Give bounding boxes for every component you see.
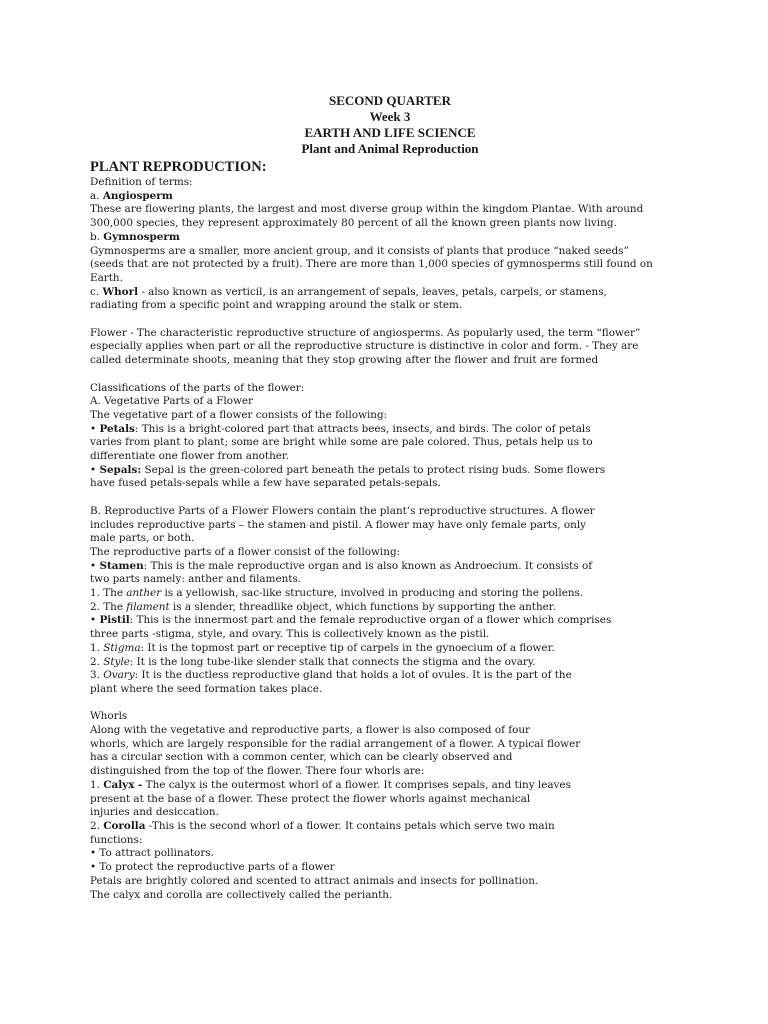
text-line: B. Reproductive Parts of a Flower Flowers contain the plant’s reproductive structures. A flower — [90, 504, 595, 517]
list-item-corolla — [90, 820, 690, 834]
term-calyx: Calyx - — [103, 778, 143, 791]
term-definition: : This is the innermost part and the female reproductive organ of a flower which comprises — [129, 614, 612, 627]
term-pistil: Pistil — [99, 614, 130, 627]
text-line: Earth. — [90, 271, 123, 284]
term-style: Style — [103, 655, 130, 668]
list-item-stigma — [90, 642, 690, 656]
term-definition: is a yellowish, sac-like structure, involved in producing and storing the pollens. — [161, 587, 584, 600]
text-line: The calyx and corolla are collectively called the perianth. — [90, 888, 393, 901]
term-ovary: Ovary — [103, 669, 135, 682]
text-line: These are flowering plants, the largest and most diverse group within the kingdom Plantae. With around — [90, 203, 644, 216]
bullet-marker: • — [90, 559, 100, 572]
term-definition: : This is a bright-colored part that attracts bees, insects, and birds. The color of petals — [134, 422, 591, 435]
term-definition: : It is the long tube-like slender stalk that connects the stigma and the ovary. — [129, 655, 536, 668]
document-header — [90, 93, 690, 157]
bullet-item: • To protect the reproductive parts of a flower — [90, 861, 335, 874]
quarter-heading: SECOND QUARTER — [329, 93, 451, 108]
text-line: varies from plant to plant; some are bright while some are pale colored. Thus, petals help us to — [90, 436, 593, 449]
term-definition: : This is the male reproductive organ and is also known as Androecium. It consists of — [143, 559, 593, 572]
bullet-item: • To attract pollinators. — [90, 847, 214, 860]
term-whorl: Whorl — [102, 285, 139, 298]
list-marker: 2. — [90, 655, 104, 668]
term-sepals: Sepals: — [99, 463, 142, 476]
term-line — [90, 286, 690, 300]
term-angiosperm: Angiosperm — [102, 189, 173, 202]
text-line: Gymnosperms are a smaller, more ancient group, and it consists of plants that produce “naked seeds” — [90, 244, 629, 257]
term-gymnosperm: Gymnosperm — [103, 230, 180, 243]
term-filament: filament — [126, 600, 170, 613]
text-line: radiating from a specific point and wrapping around the stalk or stem. — [90, 299, 463, 312]
text-line: present at the base of a flower. These protect the flower whorls against mechanical — [90, 792, 531, 805]
document-page — [90, 93, 690, 902]
text-line: The vegetative part of a flower consists of the following: — [90, 408, 388, 421]
term-definition: -This is the second whorl of a flower. It contains petals which serve two main — [145, 819, 555, 832]
list-marker: 3. — [90, 669, 104, 682]
text-line: whorls, which are largely responsible for the radial arrangement of a flower. A typical flower — [90, 737, 581, 750]
text-line: differentiate one flower from another. — [90, 450, 290, 463]
list-marker: 2. — [90, 819, 104, 832]
list-marker: b. — [90, 230, 104, 243]
term-heading — [90, 190, 690, 204]
text-line: have fused petals-sepals while a few have separated petals-sepals. — [90, 477, 441, 490]
text-line: functions: — [90, 833, 143, 846]
bullet-item-pistil — [90, 614, 690, 628]
text-line: Along with the vegetative and reproductive parts, a flower is also composed of four — [90, 724, 530, 737]
bullet-item-petals — [90, 423, 690, 437]
text-line: male parts, or both. — [90, 532, 195, 545]
text-line: injuries and desiccation. — [90, 806, 219, 819]
whorls-section — [90, 710, 690, 902]
subsection-heading: Whorls — [90, 710, 128, 723]
text-line: Petals are brightly colored and scented to attract animals and insects for pollination. — [90, 874, 539, 887]
list-marker: 1. The — [90, 587, 127, 600]
text-line: 300,000 species, they represent approximately 80 percent of all the known green plants now living. — [90, 217, 617, 230]
term-anther: anther — [126, 587, 162, 600]
term-definition: - also known as verticil, is an arrangement of sepals, leaves, petals, carpels, or stamens, — [138, 285, 607, 298]
term-petals: Petals — [99, 422, 135, 435]
text-line: has a circular section with a common center, which can be clearly observed and — [90, 751, 513, 764]
week-heading: Week 3 — [369, 109, 411, 124]
list-marker: 1. — [90, 778, 104, 791]
section-title: PLANT REPRODUCTION: — [90, 159, 267, 175]
flower-paragraph — [90, 327, 690, 368]
bullet-item-stamen — [90, 560, 690, 574]
bullet-marker: • — [90, 614, 100, 627]
topic-heading: Plant and Animal Reproduction — [301, 141, 479, 156]
list-item-anther — [90, 587, 690, 601]
definitions-section — [90, 176, 690, 313]
list-marker: 2. The — [90, 600, 127, 613]
list-marker: a. — [90, 189, 103, 202]
vegetative-section — [90, 382, 690, 492]
term-heading — [90, 231, 690, 245]
list-marker: c. — [90, 285, 103, 298]
reproductive-section — [90, 505, 690, 697]
term-stigma: Stigma — [103, 641, 141, 654]
text-line: The reproductive parts of a flower consist of the following: — [90, 545, 401, 558]
bullet-marker: • — [90, 463, 100, 476]
term-stamen: Stamen — [99, 559, 144, 572]
text-line: (seeds that are not protected by a fruit). There are more than 1,000 species of gymnosperms still found on — [90, 258, 653, 271]
text-line: Classifications of the parts of the flower: — [90, 381, 305, 394]
list-item-style — [90, 656, 690, 670]
text-line: plant where the seed formation takes place. — [90, 682, 323, 695]
text-line: Flower - The characteristic reproductive structure of angiosperms. As popularly used, the term “flower” — [90, 326, 641, 339]
text-line: distinguished from the top of the flower. There four whorls are: — [90, 765, 425, 778]
list-item-calyx — [90, 779, 690, 793]
term-definition: : It is the topmost part or receptive tip of carpels in the gynoecium of a flower. — [140, 641, 555, 654]
list-item-ovary — [90, 669, 690, 683]
text-line: called determinate shoots, meaning that they stop growing after the flower and fruit are formed — [90, 354, 599, 367]
term-corolla: Corolla — [103, 819, 146, 832]
term-definition: is a slender, threadlike object, which functions by supporting the anther. — [169, 600, 556, 613]
text-line: three parts -stigma, style, and ovary. This is collectively known as the pistil. — [90, 628, 490, 641]
text-line: especially applies when part or all the reproductive structure is distinctive in color and form. - They are — [90, 340, 639, 353]
list-item-filament — [90, 601, 690, 615]
subject-heading: EARTH AND LIFE SCIENCE — [304, 125, 476, 140]
subsection-heading: A. Vegetative Parts of a Flower — [90, 395, 253, 408]
bullet-item-sepals — [90, 464, 690, 478]
text-line: includes reproductive parts – the stamen and pistil. A flower may have only female parts, only — [90, 518, 587, 531]
text-line: Definition of terms: — [90, 176, 193, 188]
term-definition: The calyx is the outermost whorl of a flower. It comprises sepals, and tiny leaves — [142, 778, 571, 791]
term-definition: : It is the ductless reproductive gland that holds a lot of ovules. It is the part of the — [134, 669, 572, 682]
list-marker: 1. — [90, 641, 104, 654]
term-definition: Sepal is the green-colored part beneath the petals to protect rising buds. Some flowers — [141, 463, 606, 476]
bullet-marker: • — [90, 422, 100, 435]
text-line: two parts namely: anther and filaments. — [90, 573, 302, 586]
